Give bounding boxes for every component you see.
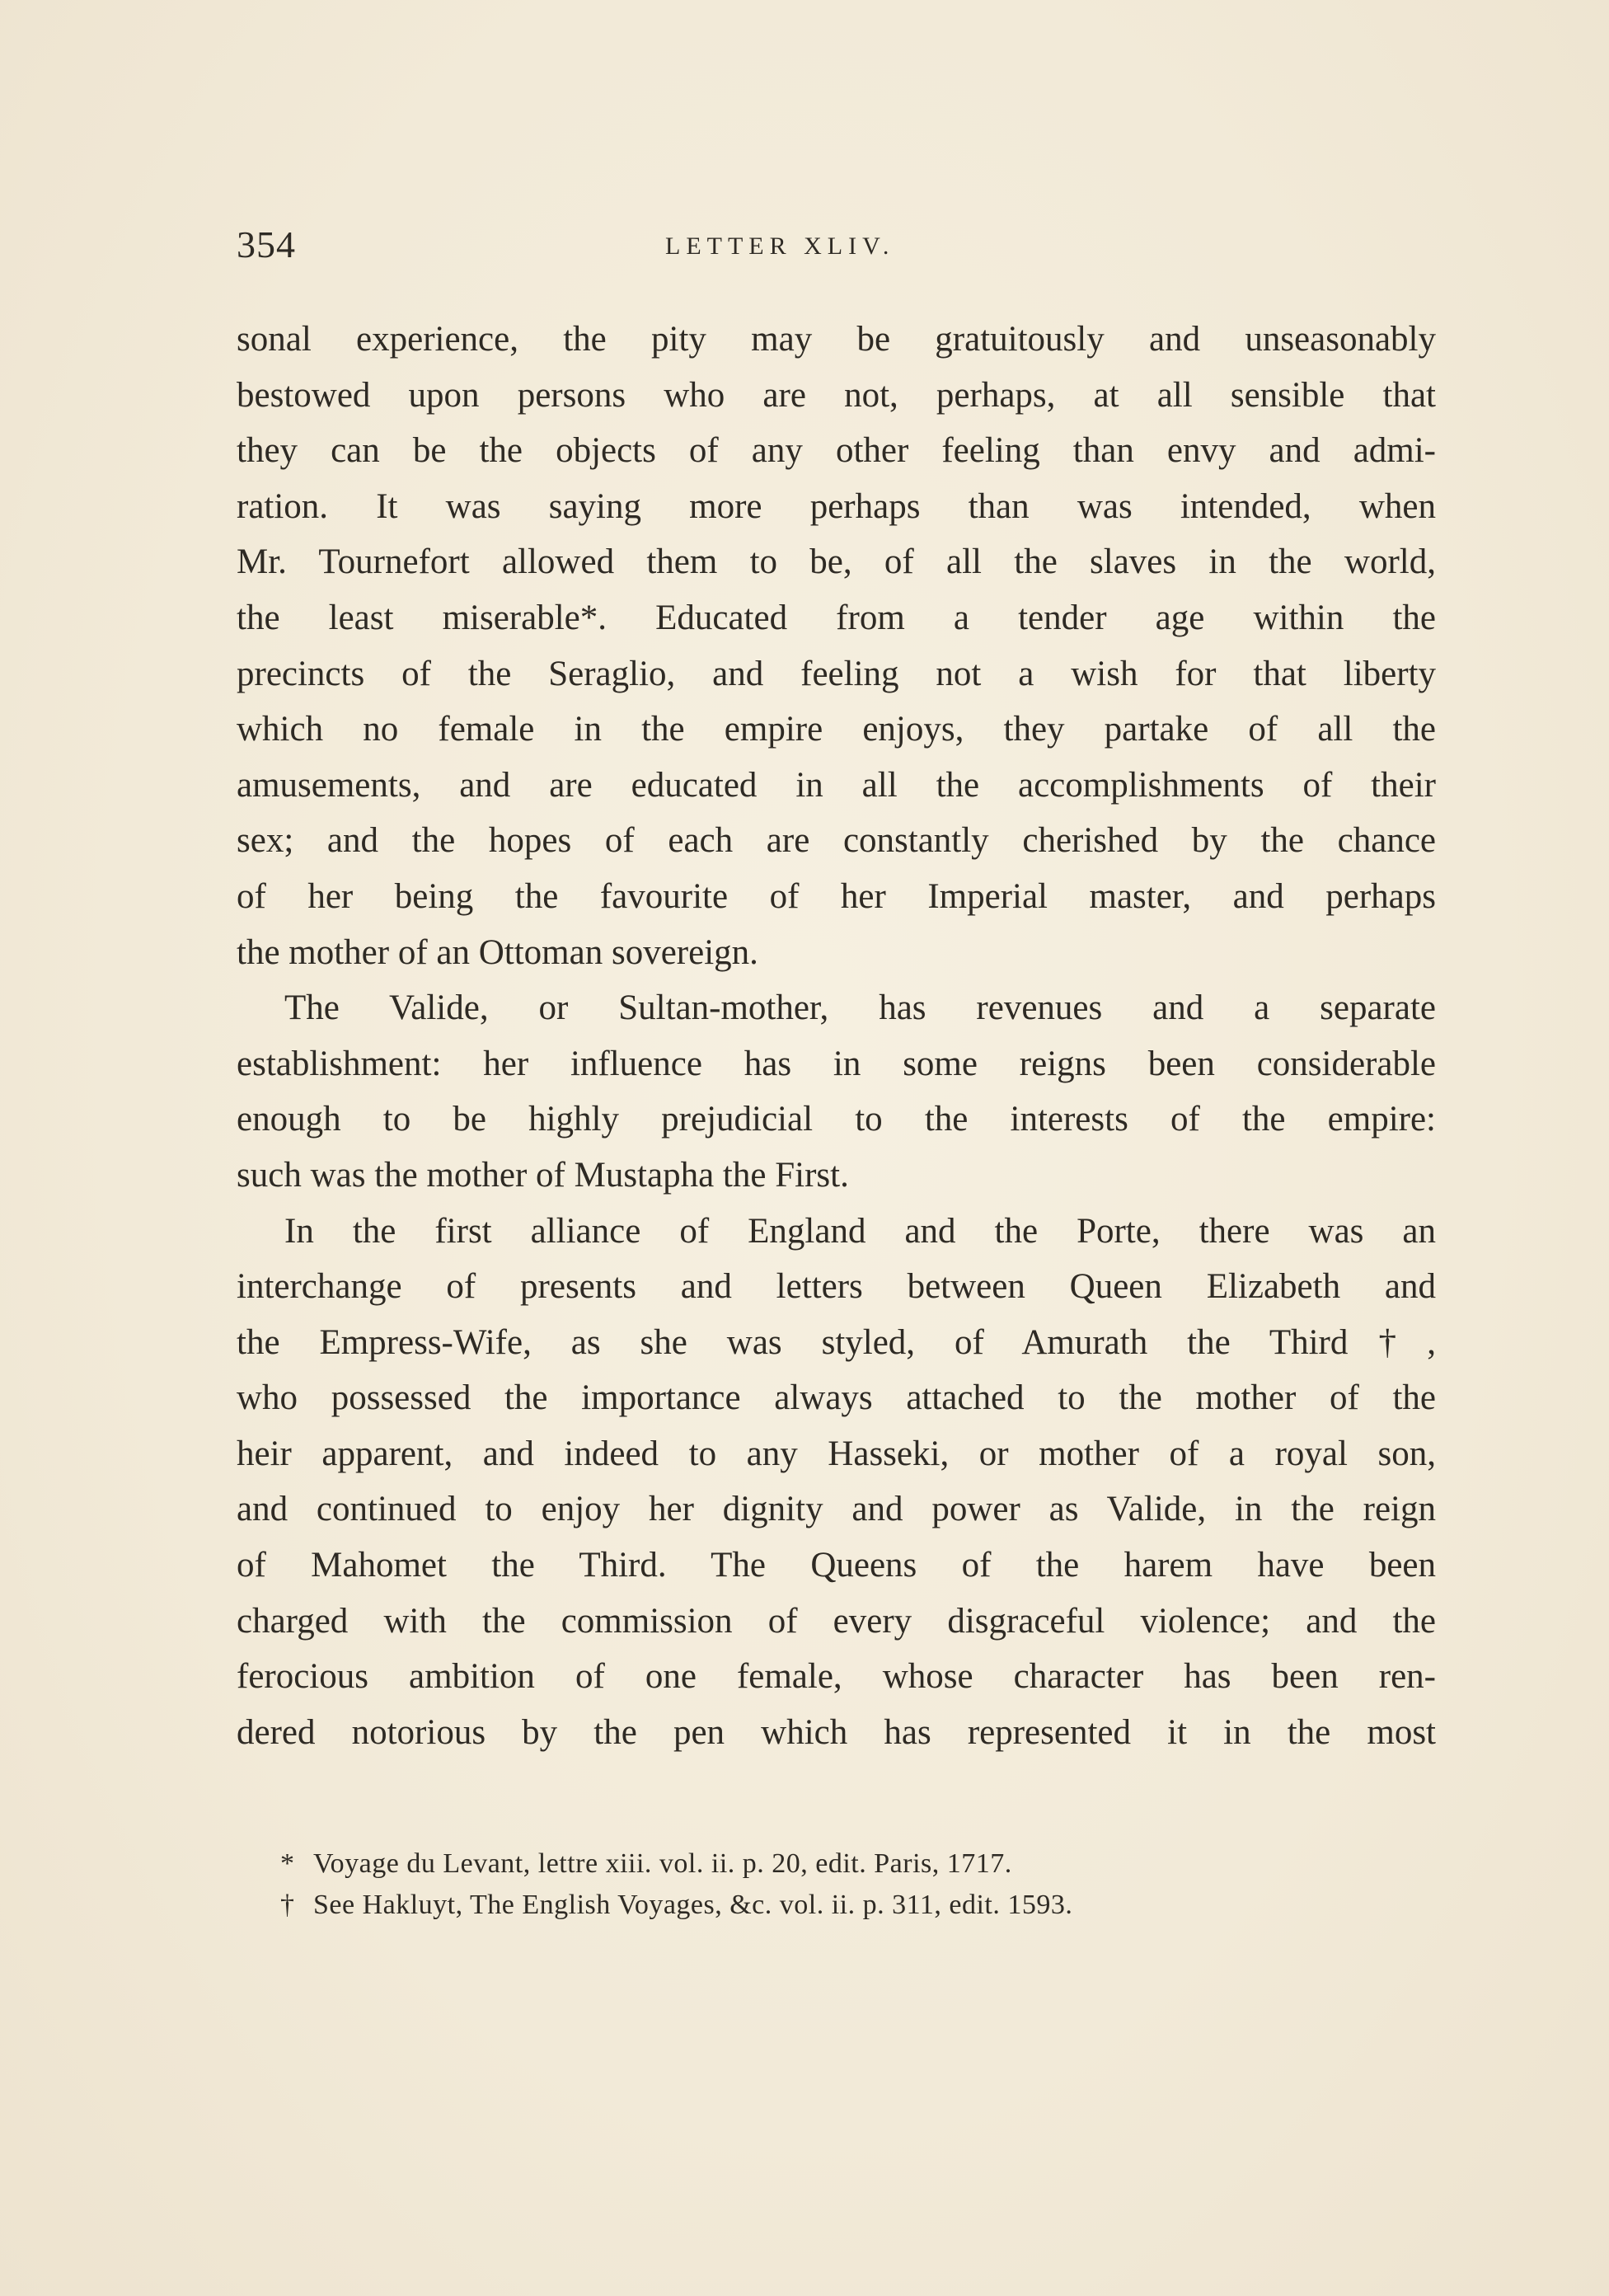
text-line: enough to be highly prejudicial to the interests of the empire: xyxy=(237,1100,1436,1139)
text-line: sonal experience, the pity may be gratuitously and unseasonably xyxy=(237,320,1436,359)
text-line: sex; and the hopes of each are constantly cherished by the chance xyxy=(237,821,1436,861)
page-header xyxy=(237,223,1434,272)
page-number: 354 xyxy=(237,223,296,265)
footnote-text: Voyage du Levant, lettre xiii. vol. ii. p. 20, edit. Paris, 1717. xyxy=(313,1848,1012,1879)
text-line: of Mahomet the Third. The Queens of the harem have been xyxy=(237,1546,1436,1585)
text-line: they can be the objects of any other feeling than envy and admi- xyxy=(237,431,1436,471)
running-head: LETTER XLIV. xyxy=(665,232,895,260)
text-line: and continued to enjoy her dignity and power as Valide, in the reign xyxy=(237,1490,1436,1529)
text-line: which no female in the empire enjoys, they partake of all the xyxy=(237,710,1436,749)
text-line: amusements, and are educated in all the accomplishments of their xyxy=(237,765,1436,805)
text-line: interchange of presents and letters between Queen Elizabeth and xyxy=(237,1267,1436,1307)
footnote xyxy=(280,1885,1311,1926)
text-line: ration. It was saying more perhaps than was intended, when xyxy=(237,486,1436,526)
footnote-mark: † xyxy=(280,1890,295,1920)
footnote-text: See Hakluyt, The English Voyages, &c. vol. ii. p. 311, edit. 1593. xyxy=(313,1890,1073,1920)
paragraph-end-line: the mother of an Ottoman sovereign. xyxy=(237,932,758,972)
text-line: the least miserable*. Educated from a tender age within the xyxy=(237,598,1436,637)
text-line: precincts of the Seraglio, and feeling not a wish for that liberty xyxy=(237,654,1436,693)
footnote-mark: * xyxy=(280,1848,295,1879)
paragraph-end-line: such was the mother of Mustapha the First. xyxy=(237,1155,849,1195)
footnotes xyxy=(280,1843,1311,1926)
text-line: Mr. Tournefort allowed them to be, of all the slaves in the world, xyxy=(237,542,1436,582)
text-line: ferocious ambition of one female, whose character has been ren- xyxy=(237,1657,1436,1697)
text-line: the Empress-Wife, as she was styled, of Amurath the Third†, xyxy=(237,1322,1436,1362)
text-line: dered notorious by the pen which has represented it in the most xyxy=(237,1712,1436,1752)
text-line: establishment: her influence has in some reigns been considerable xyxy=(237,1044,1436,1083)
text-line: who possessed the importance always attached to the mother of the xyxy=(237,1378,1436,1418)
text-line: of her being the favourite of her Imperial master, and perhaps xyxy=(237,876,1436,916)
text-line: bestowed upon persons who are not, perhaps, at all sensible that xyxy=(237,375,1436,415)
paragraph-start-line: The Valide, or Sultan-mother, has revenues and a separate xyxy=(284,988,1436,1028)
footnote xyxy=(280,1843,1311,1885)
paragraph-start-line: In the first alliance of England and the Porte, there was an xyxy=(284,1211,1436,1251)
body-text xyxy=(237,312,1436,1760)
text-line: charged with the commission of every disgraceful violence; and the xyxy=(237,1601,1436,1641)
text-line: heir apparent, and indeed to any Hasseki, or mother of a royal son, xyxy=(237,1434,1436,1473)
